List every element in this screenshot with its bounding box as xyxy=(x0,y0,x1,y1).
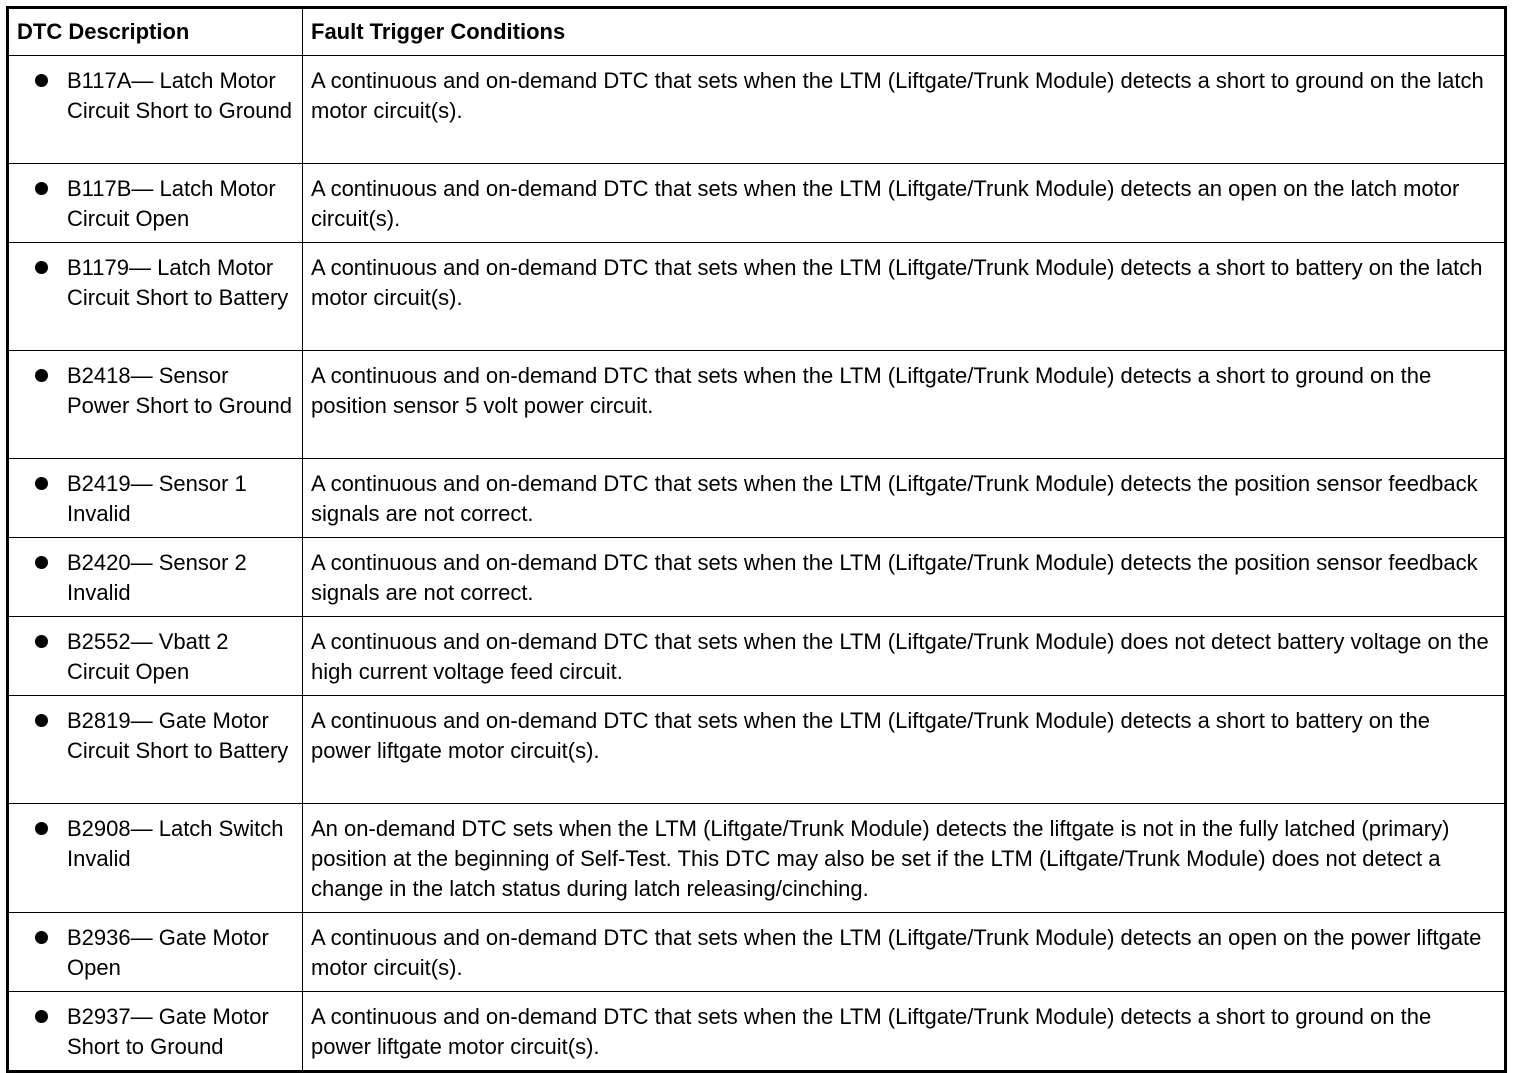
fault-trigger-conditions: A continuous and on-demand DTC that sets when the LTM (Liftgate/Trunk Module) detects the position sensor feedback signals are not correct. xyxy=(303,538,1506,617)
bullet-icon xyxy=(35,931,48,944)
table-row xyxy=(8,913,1506,992)
dtc-description: B2937— Gate Motor Short to Ground xyxy=(67,1004,269,1059)
bullet-icon xyxy=(35,182,48,195)
dtc-description: B2819— Gate Motor Circuit Short to Battery xyxy=(67,708,289,763)
bullet-icon xyxy=(35,74,48,87)
fault-trigger-conditions: An on-demand DTC sets when the LTM (Liftgate/Trunk Module) detects the liftgate is not in the fully latched (primary) position at the beginning of Self-Test. This DTC may also be set if the LTM (Liftgate/Trunk Module) does not detect a change in the latch status during latch releasing/cinching. xyxy=(303,804,1506,913)
dtc-description-cell xyxy=(8,992,303,1072)
fault-trigger-conditions: A continuous and on-demand DTC that sets when the LTM (Liftgate/Trunk Module) detects a short to battery on the power liftgate motor circuit(s). xyxy=(303,696,1506,804)
fault-trigger-conditions: A continuous and on-demand DTC that sets when the LTM (Liftgate/Trunk Module) detects a short to ground on the latch motor circuit(s). xyxy=(303,56,1506,164)
bullet-icon xyxy=(35,714,48,727)
dtc-table xyxy=(6,6,1507,1073)
bullet-icon xyxy=(35,635,48,648)
table-row xyxy=(8,617,1506,696)
dtc-description-cell xyxy=(8,913,303,992)
bullet-icon xyxy=(35,369,48,382)
bullet-icon xyxy=(35,822,48,835)
dtc-description-cell xyxy=(8,56,303,164)
bullet-icon xyxy=(35,1010,48,1023)
dtc-description: B2418— Sensor Power Short to Ground xyxy=(67,363,293,418)
table-row xyxy=(8,243,1506,351)
fault-trigger-conditions: A continuous and on-demand DTC that sets when the LTM (Liftgate/Trunk Module) detects a short to battery on the latch motor circuit(s). xyxy=(303,243,1506,351)
dtc-description-cell xyxy=(8,243,303,351)
table-row xyxy=(8,164,1506,243)
table-row xyxy=(8,351,1506,459)
table-row xyxy=(8,992,1506,1072)
table-row xyxy=(8,696,1506,804)
dtc-description: B2936— Gate Motor Open xyxy=(67,925,269,980)
dtc-description-cell xyxy=(8,351,303,459)
table-header-row xyxy=(8,8,1506,56)
fault-trigger-conditions: A continuous and on-demand DTC that sets when the LTM (Liftgate/Trunk Module) detects a short to ground on the position sensor 5 volt power circuit. xyxy=(303,351,1506,459)
bullet-icon xyxy=(35,556,48,569)
dtc-description-cell xyxy=(8,804,303,913)
bullet-icon xyxy=(35,477,48,490)
dtc-description: B2908— Latch Switch Invalid xyxy=(67,816,284,871)
fault-trigger-conditions: A continuous and on-demand DTC that sets when the LTM (Liftgate/Trunk Module) detects a short to ground on the power liftgate motor circuit(s). xyxy=(303,992,1506,1072)
fault-trigger-conditions: A continuous and on-demand DTC that sets when the LTM (Liftgate/Trunk Module) does not detect battery voltage on the high current voltage feed circuit. xyxy=(303,617,1506,696)
dtc-description: B2552— Vbatt 2 Circuit Open xyxy=(67,629,229,684)
dtc-description: B1179— Latch Motor Circuit Short to Battery xyxy=(67,255,289,310)
header-fault-trigger-conditions: Fault Trigger Conditions xyxy=(303,8,1506,56)
dtc-description: B2420— Sensor 2 Invalid xyxy=(67,550,247,605)
bullet-icon xyxy=(35,261,48,274)
dtc-description: B2419— Sensor 1 Invalid xyxy=(67,471,247,526)
dtc-description-cell xyxy=(8,538,303,617)
dtc-description-cell xyxy=(8,459,303,538)
table-row xyxy=(8,538,1506,617)
fault-trigger-conditions: A continuous and on-demand DTC that sets when the LTM (Liftgate/Trunk Module) detects an open on the latch motor circuit(s). xyxy=(303,164,1506,243)
fault-trigger-conditions: A continuous and on-demand DTC that sets when the LTM (Liftgate/Trunk Module) detects the position sensor feedback signals are not correct. xyxy=(303,459,1506,538)
header-dtc-description: DTC Description xyxy=(8,8,303,56)
table-row xyxy=(8,459,1506,538)
dtc-description: B117B— Latch Motor Circuit Open xyxy=(67,176,276,231)
dtc-description-cell xyxy=(8,164,303,243)
dtc-description-cell xyxy=(8,696,303,804)
dtc-description: B117A— Latch Motor Circuit Short to Ground xyxy=(67,68,292,123)
dtc-description-cell xyxy=(8,617,303,696)
table-row xyxy=(8,804,1506,913)
table-row xyxy=(8,56,1506,164)
fault-trigger-conditions: A continuous and on-demand DTC that sets when the LTM (Liftgate/Trunk Module) detects an open on the power liftgate motor circuit(s). xyxy=(303,913,1506,992)
